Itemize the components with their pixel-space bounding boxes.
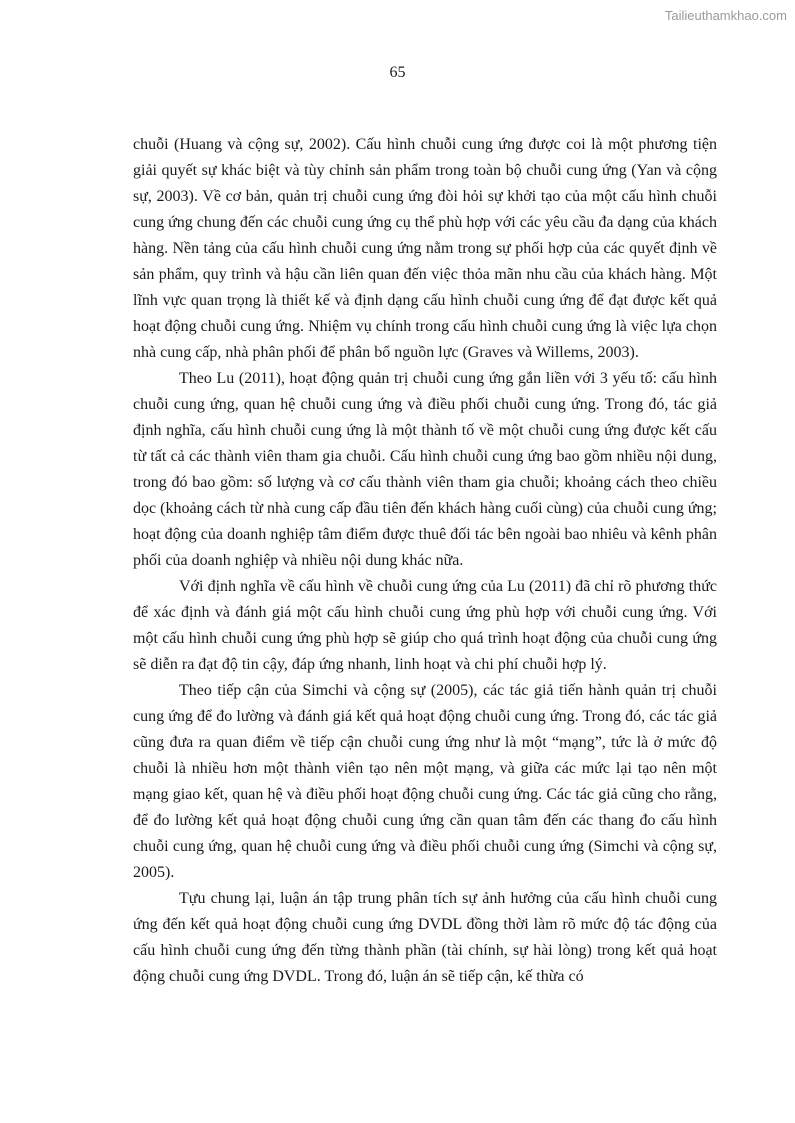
paragraph-3: Với định nghĩa về cấu hình về chuỗi cung ứng của Lu (2011) đã chỉ rõ phương thức để xác định và đánh giá một cấu hình chuỗi cung ứng phù hợp với chuỗi cung ứng. Với một cấu hình chuỗi cung ứng phù hợp sẽ giúp cho quá trình hoạt động của chuỗi cung ứng sẽ diễn ra đạt độ tin cậy, đáp ứng nhanh, linh hoạt và chi phí chuỗi hợp lý.: [133, 578, 717, 673]
watermark-text: Tailieuthamkhao.com: [664, 8, 787, 23]
page-number: 65: [389, 64, 406, 81]
paragraph-2: Theo Lu (2011), hoạt động quản trị chuỗi cung ứng gắn liền với 3 yếu tố: cấu hình chuỗi cung ứng, quan hệ chuỗi cung ứng và điều phối chuỗi cung ứng. Trong đó, tác giả định nghĩa, cấu hình chuỗi cung ứng là một thành tố về một chuỗi cung ứng được kết cấu từ tất cả các thành viên tham gia chuỗi. Cấu hình chuỗi cung ứng bao gồm nhiều nội dung, trong đó bao gồm: số lượng và cơ cấu thành viên tham gia chuỗi; khoảng cách theo chiều dọc (khoảng cách từ nhà cung cấp đầu tiên đến khách hàng cuối cùng) của chuỗi cung ứng; hoạt động của doanh nghiệp tâm điểm được thuê đối tác bên ngoài bao nhiêu và kênh phân phối của doanh nghiệp và nhiều nội dung khác nữa.: [133, 370, 717, 569]
paragraph-4: Theo tiếp cận của Simchi và cộng sự (2005), các tác giả tiến hành quản trị chuỗi cung ứng để đo lường và đánh giá kết quả hoạt động chuỗi cung ứng. Trong đó, các tác giả cũng đưa ra quan điểm về tiếp cận chuỗi cung ứng như là một “mạng”, tức là ở mức độ chuỗi là nhiều hơn một thành viên tạo nên một mạng, và giữa các mức lại tạo nên một mạng giao kết, quan hệ và điều phối hoạt động chuỗi cung ứng. Các tác giả cũng cho rằng, để đo lường kết quả hoạt động chuỗi cung ứng cần quan tâm đến các thang đo cấu hình chuỗi cung ứng, quan hệ chuỗi cung ứng và điều phối chuỗi cung ứng (Simchi và cộng sự, 2005).: [133, 682, 717, 881]
paragraph-5: Tựu chung lại, luận án tập trung phân tích sự ảnh hưởng của cấu hình chuỗi cung ứng đến kết quả hoạt động chuỗi cung ứng DVDL đồng thời làm rõ mức độ tác động của cấu hình chuỗi cung ứng đến từng thành phần (tài chính, sự hài lòng) trong kết quả hoạt động chuỗi cung ứng DVDL. Trong đó, luận án sẽ tiếp cận, kế thừa có: [133, 890, 717, 985]
document-body: [133, 132, 717, 990]
paragraph-1: chuỗi (Huang và cộng sự, 2002). Cấu hình chuỗi cung ứng được coi là một phương tiện giải quyết sự khác biệt và tùy chỉnh sản phẩm trong toàn bộ chuỗi cung ứng (Yan và cộng sự, 2003). Về cơ bản, quản trị chuỗi cung ứng đòi hỏi sự khởi tạo của một cấu hình chuỗi cung ứng chung đến các chuỗi cung ứng cụ thể phù hợp với các yêu cầu đa dạng của khách hàng. Nền tảng của cấu hình chuỗi cung ứng nằm trong sự phối hợp của các quyết định về sản phẩm, quy trình và hậu cần liên quan đến việc thỏa mãn nhu cầu của khách hàng. Một lĩnh vực quan trọng là thiết kế và định dạng cấu hình chuỗi cung ứng để đạt được kết quả hoạt động chuỗi cung ứng. Nhiệm vụ chính trong cấu hình chuỗi cung ứng là việc lựa chọn nhà cung cấp, nhà phân phối để phân bổ nguồn lực (Graves và Willems, 2003).: [133, 136, 717, 361]
